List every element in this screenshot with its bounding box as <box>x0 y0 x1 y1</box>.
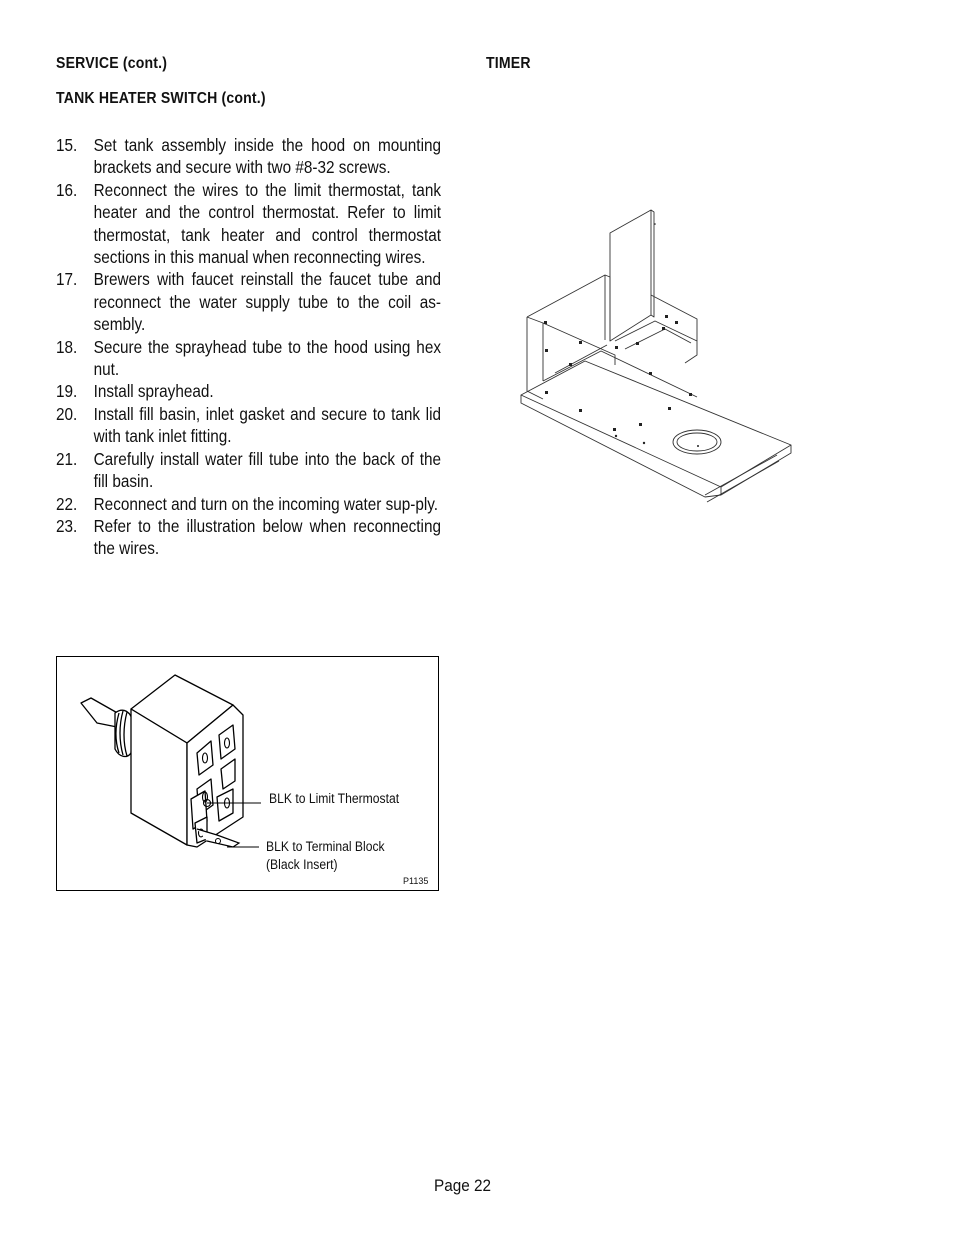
list-item <box>56 403 441 448</box>
list-item <box>56 179 441 269</box>
step-number: 15. <box>56 135 78 155</box>
callout-black-insert: (Black Insert) <box>266 857 338 872</box>
toggle-switch-drawing <box>57 657 440 892</box>
step-text: Install fill basin, inlet gasket and secure to tank lid with tank inlet fitting. <box>93 403 441 447</box>
callout-terminal-block: BLK to Terminal Block <box>266 839 385 854</box>
step-number: 18. <box>56 336 78 357</box>
step-number: 23. <box>56 515 78 536</box>
subsection-title: TANK HEATER SWITCH (cont.) <box>56 90 266 107</box>
list-item <box>56 515 441 560</box>
step-text: Set tank assembly inside the hood on mounting brackets and secure with two #8-32 screws. <box>93 135 441 178</box>
step-number: 22. <box>56 493 78 514</box>
step-text: Carefully install water fill tube into the back of the fill basin. <box>93 448 441 492</box>
step-text: Reconnect the wires to the limit thermostat, tank heater and the control thermostat. Refer to limit thermostat, tank heater and control thermostat sections in this manual when reconnecting wires. <box>93 179 441 268</box>
step-text: Secure the sprayhead tube to the hood using hex nut. <box>93 336 441 380</box>
switch-wiring-figure <box>56 656 439 891</box>
step-text: Install sprayhead. <box>93 381 214 402</box>
list-item <box>56 448 441 493</box>
step-number: 19. <box>56 381 78 402</box>
step-number: 20. <box>56 403 78 424</box>
part-code: P1135 <box>403 876 429 886</box>
section-title: SERVICE (cont.) <box>56 55 168 72</box>
timer-title: TIMER <box>486 55 531 72</box>
step-number: 17. <box>56 269 78 290</box>
instruction-steps <box>56 134 441 560</box>
list-item <box>56 134 441 179</box>
step-number: 16. <box>56 179 78 200</box>
callout-limit-thermostat: BLK to Limit Thermostat <box>269 791 400 806</box>
step-text: Brewers with faucet reinstall the faucet tube and reconnect the water supply tube to the coil as-sembly. <box>93 269 441 335</box>
step-text: Reconnect and turn on the incoming water sup-ply. <box>93 493 439 514</box>
step-number: 21. <box>56 448 78 469</box>
list-item <box>56 336 441 381</box>
list-item <box>56 268 441 335</box>
page-number: Page 22 <box>434 1176 492 1195</box>
list-item <box>56 380 441 402</box>
hood-assembly-drawing <box>515 205 800 515</box>
list-item <box>56 493 441 515</box>
step-text: Refer to the illustration below when reconnecting the wires. <box>93 515 441 559</box>
